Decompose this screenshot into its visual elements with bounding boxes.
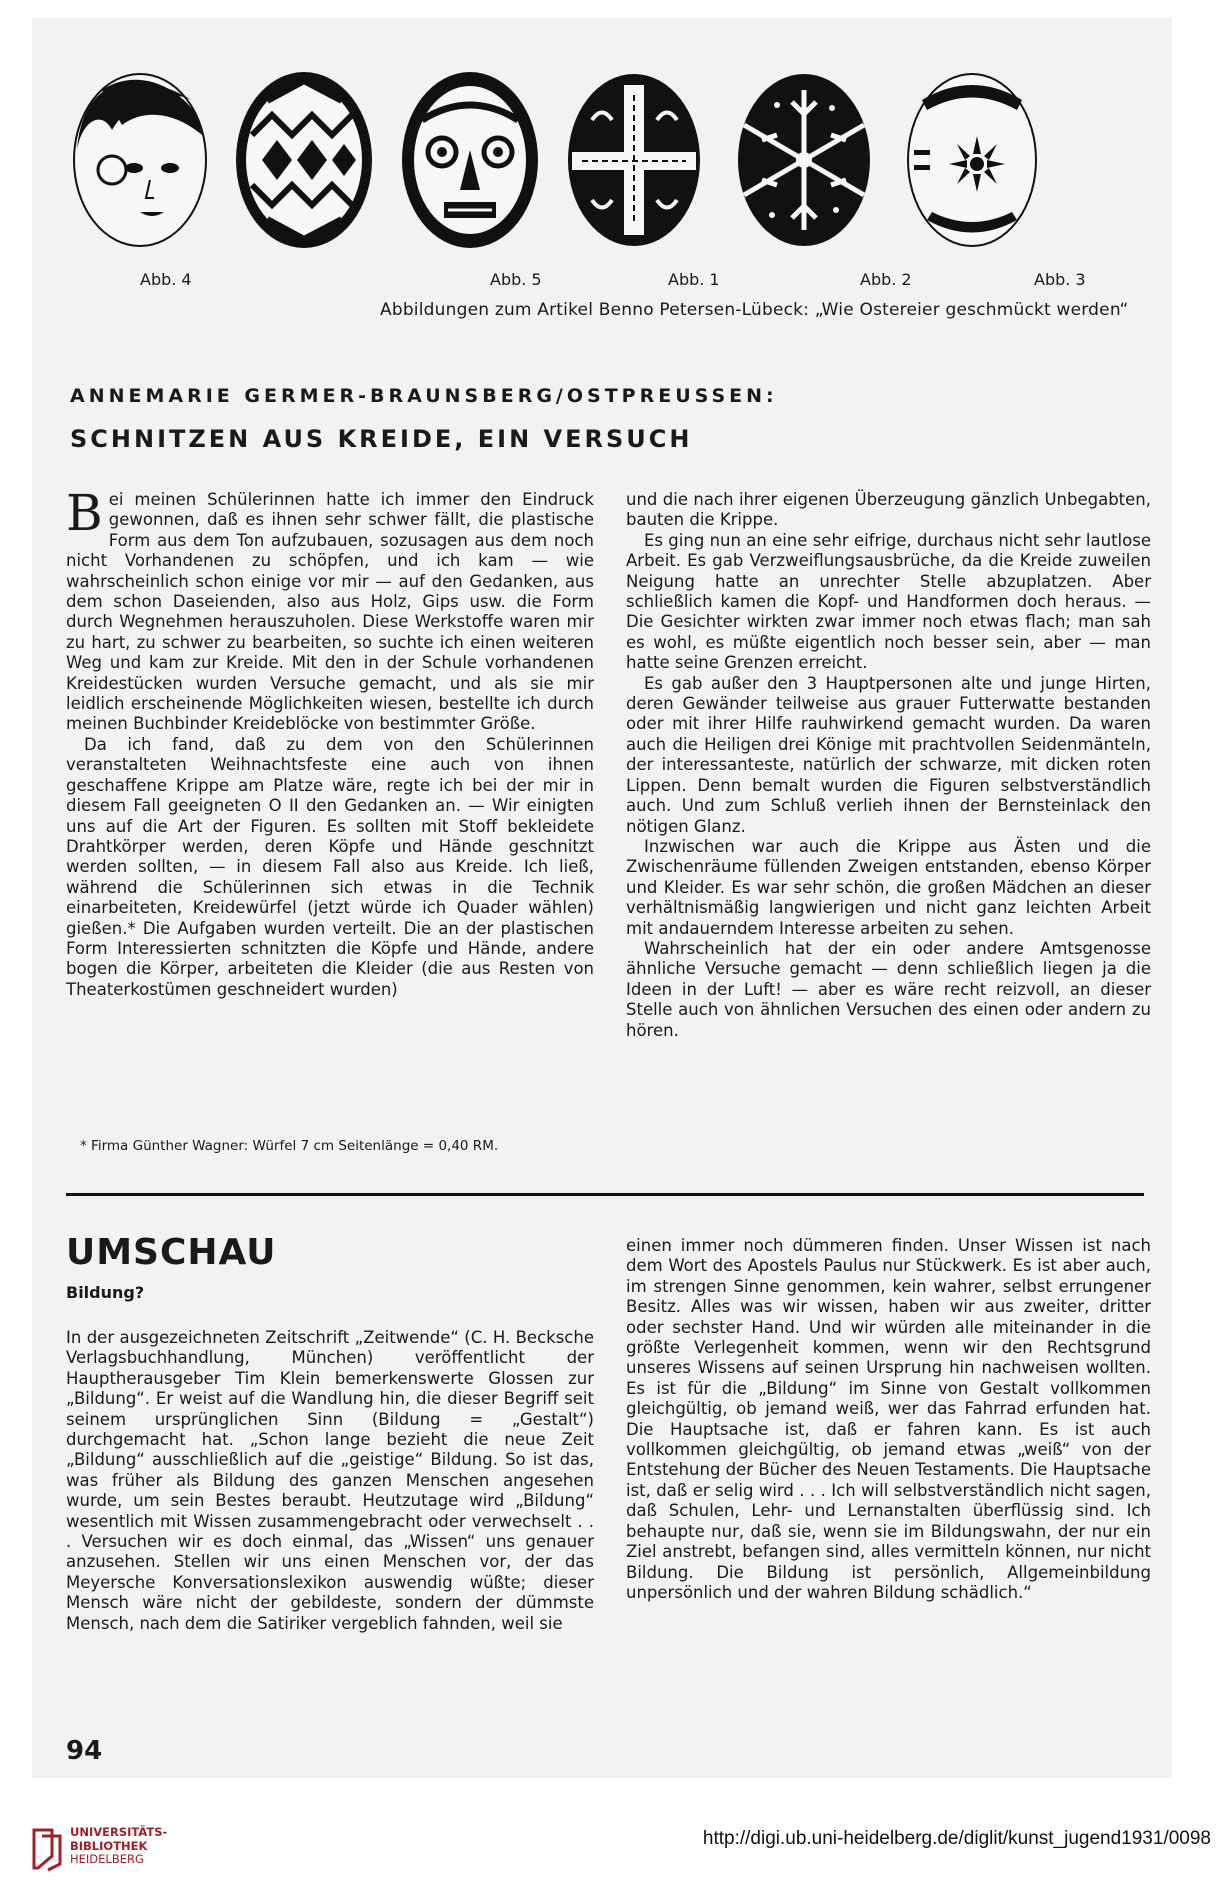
article-paragraph: Es ging nun an eine sehr eifrige, durchaus nicht sehr lautlose Arbeit. Es gab Verzweiflungsausbrüche, da die Kreide zuweilen Neigung hatte an unrechter Stelle abzuplatzen. Aber schließlich kamen die Kopf- und Handformen doch heraus. — Die Gesichter wirkten zwar immer noch etwas flach; man sah es wohl, es müßte eigentlich noch besser sein, aber — man hatte seine Grenzen erreicht. — [626, 530, 1151, 673]
article-paragraph: Bei meinen Schülerinnen hatte ich immer den Eindruck gewonnen, daß es ihnen sehr schwer fällt, die plastische Form aus dem Ton aufzubauen, sozusagen aus dem noch nicht Vorhandenen zu schöpfen, und ich kam — wie wahrscheinlich schon einige vor mir — auf den Gedanken, aus dem schon Daseienden, also aus Holz, Gips usw. die Form durch Wegnehmen herauszuholen. Diese Werkstoffe waren mir zu hart, zu schwer zu bearbeiten, so suchte ich einen weiteren Weg und kam zur Kreide. Mit den in der Schule vorhandenen Kreidestücken wurden Versuche gemacht, und als sie mir leidlich erscheinende Möglichkeiten wiesen, bestellte ich durch meinen Buchbinder Kreideblöcke von bestimmter Größe. — [66, 484, 594, 734]
article-title: SCHNITZEN AUS KREIDE, EIN VERSUCH — [70, 425, 693, 453]
figure-label-abb-1: Abb. 1 — [668, 270, 720, 289]
article-left-column — [66, 484, 594, 1000]
article-paragraph: und die nach ihrer eigenen Überzeugung gänzlich Unbegabten, bauten die Krippe. — [626, 490, 1151, 530]
section-divider — [66, 1193, 1144, 1196]
article-author: ANNEMARIE GERMER-BRAUNSBERG/OSTPREUSSEN: — [70, 385, 778, 407]
drop-cap: B — [66, 484, 103, 542]
article-paragraph: Inzwischen war auch die Krippe aus Ästen und die Zwischenräume füllenden Zweigen entstanden, ebenso Körper und Kleider. Es war sehr schön, die großen Mädchen an dieser verhältnismäßig langwierigen und nicht ganz leichten Arbeit mit andauerndem Interesse arbeiten zu sehen. — [626, 836, 1151, 938]
umschau-paragraph: einen immer noch dümmeren finden. Unser Wissen ist nach dem Wort des Apostels Paulus nur Stückwerk. Es ist aber auch, im strengen Sinne genommen, kein wahrer, selbst errungener Besitz. Alles was wir wissen, haben wir aus zweiter, dritter oder sechster Hand. Und wir würden alle miteinander in die größte Verlegenheit kommen, wenn wir den Rechtsgrund unseres Wissens auf seinen Ursprung hin nachweisen wollten. Es ist für die „Bildung“ im Sinne von Gestalt vollkommen gleichgültig, ob jemand weiß, wer das Fahrrad erfunden hat. Die Hauptsache ist, daß er fahren kann. Es ist auch vollkommen gleichgültig, ob jemand etwas „weiß“ von der Entstehung der Bücher des Neuen Testaments. Die Hauptsache ist, daß er selig wird . . . Ich will selbstverständlich nicht sagen, daß Schulen, Lehr- und Lernanstalten überflüssig sind. Ich behaupte nur, daß sie, wenn sie im Bildungswahn, der nur ein Ziel anstrebt, befangen sind, alles vermitteln können, nur nicht Bildung. Die Bildung ist persönlich, Allgemeinbildung unpersönlich und der wahren Bildung schädlich.“ — [626, 1236, 1151, 1602]
egg-mask-illustration — [402, 72, 538, 248]
article-right-column — [626, 490, 1151, 1041]
figure-label-abb-2: Abb. 2 — [860, 270, 912, 289]
library-logo-icon — [30, 1826, 64, 1872]
egg-cross-illustration — [568, 74, 700, 246]
egg-flower-illustration — [908, 74, 1036, 246]
egg-face-illustration — [74, 74, 206, 246]
article-paragraph: Es gab außer den 3 Hauptpersonen alte und junge Hirten, deren Gewänder teilweise aus grauer Futterwatte bestanden oder mit ihrer Hilfe rauhwirkend gemacht wurden. Da waren auch die Heiligen drei Könige mit prachtvollen Seidenmänteln, der interessanteste, natürlich der schwarze, mit dicken roten Lippen. Denn bemalt wurden die Figuren selbstverständlich auch. Und zum Schluß verlieh ihnen der Bernsteinlack den nötigen Glanz. — [626, 673, 1151, 836]
umschau-right-column — [626, 1236, 1151, 1603]
article-paragraph: Wahrscheinlich hat der ein oder andere Amtsgenosse ähnliche Versuche gemacht — denn schließlich liegen ja die Ideen in der Luft! — aber es wäre recht reizvoll, an dieser Stelle auch von ähnlichen Versuchen des einen oder andern zu hören. — [626, 938, 1151, 1040]
egg-diamond-illustration — [236, 72, 372, 248]
umschau-paragraph: In der ausgezeichneten Zeitschrift „Zeitwende“ (C. H. Becksche Verlagsbuchhandlung, München) veröffentlicht der Hauptherausgeber Tim Klein bemerkenswerte Glossen zur „Bildung“. Er weist auf die Wandlung hin, die dieser Begriff seit seinem ursprünglichen Sinn (Bildung = „Gestalt“) durchgemacht hat. „Schon lange bezieht die neue Zeit „Bildung“ ausschließlich auf die „geistige“ Bildung. So ist das, was früher als Bildung des ganzen Menschen angesehen wurde, um sein Bestes beraubt. Heutzutage wird „Bildung“ wesentlich mit Wissen zusammengebracht oder verwechselt . . . Versuchen wir es doch einmal, das „Wissen“ uns genauer anzusehen. Stellen wir uns einen Menschen vor, der das Meyersche Konversationslexikon auswendig wüßte; dieser Mensch wäre nicht der gebildeste, sondern der dümmste Mensch, nach dem die Satiriker vergeblich fahnden, weil sie — [66, 1328, 594, 1633]
egg-snowflake-illustration — [738, 74, 870, 246]
footer-bar — [0, 1812, 1229, 1901]
easter-egg-illustrations — [72, 40, 1152, 250]
umschau-left-column — [66, 1328, 594, 1634]
section-subheading: Bildung? — [66, 1283, 145, 1302]
footnote: * Firma Günther Wagner: Würfel 7 cm Seitenlänge = 0,40 RM. — [80, 1138, 499, 1154]
article-paragraph: Da ich fand, daß zu dem von den Schülerinnen veranstalteten Weihnachtsfeste eine auch von ihnen geschaffene Krippe am Platze wäre, regte ich bei der mir in diesem Fall geeigneten O II den Gedanken an. — Wir einigten uns auf die Art der Figuren. Es sollten mit Stoff bekleidete Drahtkörper werden, deren Köpfe und Hände geschnitzt werden sollten, — in diesem Fall also aus Kreide. Ich ließ, während die Schülerinnen sich etwas in die Technik einarbeiteten, Kreidewürfel (jetzt würde ich Quader wählen) gießen.* Die Aufgaben wurden verteilt. Die an der plastischen Form Interessierten schnitzten die Köpfe und Hände, andere bogen die Körper, arbeiteten die Kleider (die aus Resten von Theaterkostümen geschneidert wurden) — [66, 734, 594, 999]
library-name: UNIVERSITÄTS- BIBLIOTHEK HEIDELBERG — [70, 1825, 168, 1866]
figure-label-abb-4: Abb. 4 — [140, 270, 192, 289]
source-url[interactable]: http://digi.ub.uni-heidelberg.de/diglit/kunst_jugend1931/0098 — [702, 1828, 1211, 1849]
page-number: 94 — [66, 1736, 103, 1766]
figure-caption: Abbildungen zum Artikel Benno Petersen-Lübeck: „Wie Ostereier geschmückt werden“ — [380, 300, 1129, 320]
section-heading: UMSCHAU — [66, 1232, 277, 1273]
figure-label-abb-3: Abb. 3 — [1034, 270, 1086, 289]
figure-label-abb-5: Abb. 5 — [490, 270, 542, 289]
